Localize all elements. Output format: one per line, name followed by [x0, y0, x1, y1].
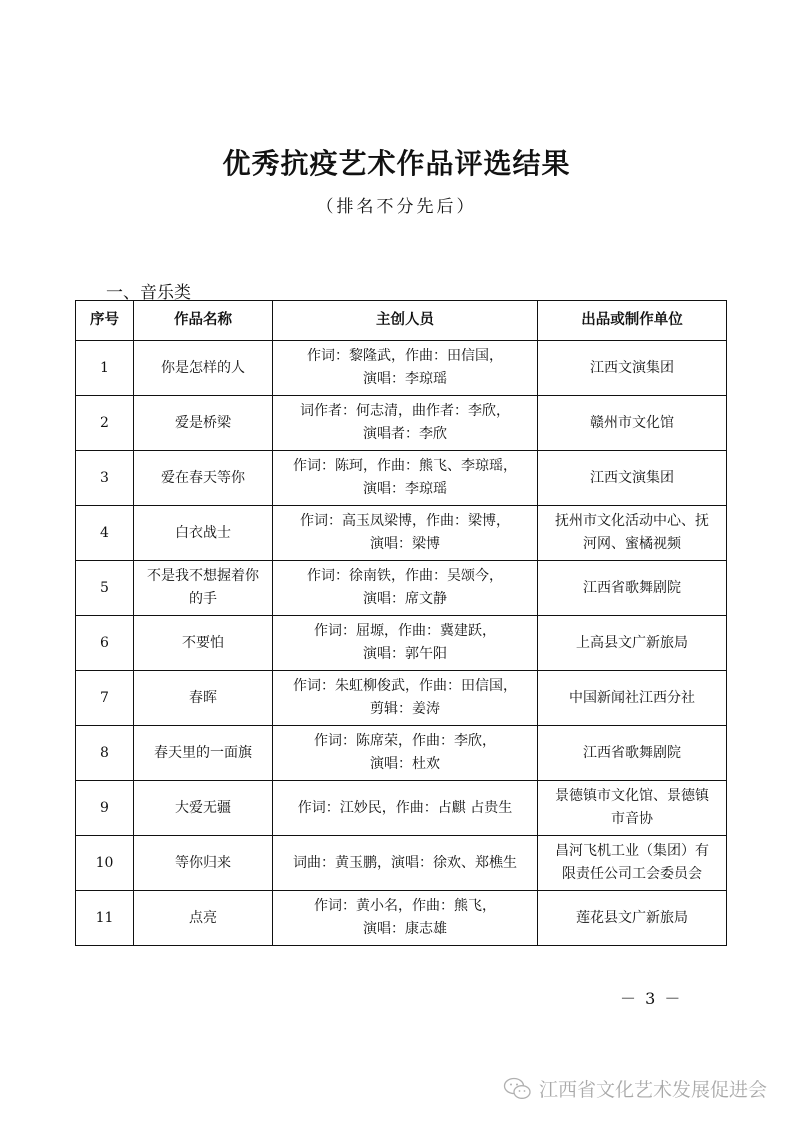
cell-crew	[273, 341, 538, 396]
cell-no	[76, 341, 134, 396]
cell-crew-text: 演唱：席文静	[363, 591, 447, 607]
table-row	[76, 616, 727, 671]
cell-name-text: 不要怕	[182, 634, 224, 651]
cell-crew	[273, 781, 538, 836]
cell-crew	[273, 616, 538, 671]
cell-unit-text: 限责任公司工会委员会	[562, 866, 702, 882]
cell-crew	[273, 451, 538, 506]
cell-unit-text: 上高县文广新旅局	[576, 634, 688, 651]
cell-unit	[538, 781, 727, 836]
section-heading: 一、音乐类	[106, 283, 191, 303]
cell-crew-text: 剪辑：姜涛	[370, 701, 440, 717]
cell-unit-text: 河网、蜜橘视频	[583, 536, 681, 552]
cell-name	[134, 671, 273, 726]
cell-crew-text: 演唱：李琼瑶	[363, 481, 447, 497]
cell-no-text: 3	[100, 469, 109, 486]
cell-no	[76, 891, 134, 946]
cell-unit-text: 抚州市文化活动中心、抚	[555, 513, 709, 529]
cell-crew-text: 词作者：何志清，曲作者：李欣，	[300, 403, 510, 419]
cell-no-text: 5	[100, 579, 109, 596]
page-number: － 3 －	[620, 989, 683, 1008]
cell-no-text: 1	[100, 359, 109, 376]
cell-crew-text: 作词：高玉凤梁博，作曲：梁博，	[300, 513, 510, 529]
cell-no-text: 8	[100, 744, 109, 761]
cell-name-text: 点亮	[189, 909, 217, 926]
cell-crew-text: 演唱：郭午阳	[363, 646, 447, 662]
watermark-text: 江西省文化艺术发展促进会	[539, 1079, 768, 1101]
cell-crew-text: 演唱：李琼瑶	[363, 371, 447, 387]
cell-crew-text: 作词：江妙民，作曲：占麒 占贵生	[297, 799, 513, 816]
cell-name	[134, 451, 273, 506]
cell-no	[76, 561, 134, 616]
table-row	[76, 726, 727, 781]
cell-name	[134, 616, 273, 671]
watermark	[503, 1075, 767, 1102]
header-unit: 出品或制作单位	[538, 301, 727, 341]
table-row	[76, 396, 727, 451]
cell-no-text: 9	[100, 799, 109, 816]
cell-crew	[273, 561, 538, 616]
results-table	[75, 300, 727, 946]
cell-unit	[538, 616, 727, 671]
cell-unit-text: 江西文演集团	[590, 359, 674, 376]
header-no: 序号	[76, 301, 134, 341]
cell-unit-text: 昌河飞机工业（集团）有	[555, 843, 709, 859]
cell-no-text: 10	[95, 854, 114, 871]
cell-unit-text: 江西省歌舞剧院	[583, 579, 681, 596]
cell-name	[134, 781, 273, 836]
cell-unit	[538, 671, 727, 726]
cell-crew-text: 作词：屈塬，作曲：冀建跃，	[314, 623, 496, 639]
cell-crew-text: 作词：黄小名，作曲：熊飞，	[314, 898, 496, 914]
cell-crew-text: 词曲：黄玉鹏，演唱：徐欢、郑樵生	[293, 854, 517, 871]
cell-crew	[273, 396, 538, 451]
cell-no	[76, 396, 134, 451]
cell-no-text: 11	[95, 909, 114, 926]
cell-crew	[273, 891, 538, 946]
table-row	[76, 671, 727, 726]
cell-crew-text: 演唱：梁博	[370, 536, 440, 552]
header-crew: 主创人员	[273, 301, 538, 341]
cell-unit-text: 江西文演集团	[590, 469, 674, 486]
cell-no-text: 4	[100, 524, 109, 541]
cell-no-text: 2	[100, 414, 109, 431]
cell-name-text: 大爱无疆	[175, 799, 231, 816]
cell-no	[76, 616, 134, 671]
cell-crew-text: 作词：徐南铁，作曲：吴颂今，	[307, 568, 503, 584]
cell-unit	[538, 726, 727, 781]
cell-unit-text: 赣州市文化馆	[590, 414, 674, 431]
cell-unit-text: 江西省歌舞剧院	[583, 744, 681, 761]
table-header-row	[76, 301, 727, 341]
cell-no	[76, 781, 134, 836]
cell-crew-text: 作词：陈席荣，作曲：李欣，	[314, 733, 496, 749]
page-title: 优秀抗疫艺术作品评选结果	[222, 147, 571, 180]
cell-unit	[538, 396, 727, 451]
cell-name-text: 等你归来	[175, 854, 231, 871]
cell-crew	[273, 671, 538, 726]
cell-crew	[273, 506, 538, 561]
cell-unit-text: 中国新闻社江西分社	[569, 689, 695, 706]
cell-no	[76, 506, 134, 561]
cell-crew	[273, 726, 538, 781]
wechat-icon	[503, 1077, 533, 1101]
cell-name	[134, 561, 273, 616]
cell-no-text: 7	[100, 689, 109, 706]
cell-name	[134, 396, 273, 451]
page-subtitle: （排名不分先后）	[316, 197, 477, 217]
table-row	[76, 506, 727, 561]
cell-name-text: 爱在春天等你	[161, 469, 245, 486]
cell-unit	[538, 561, 727, 616]
cell-unit-text: 景德镇市文化馆、景德镇	[555, 788, 709, 804]
cell-name-text: 春天里的一面旗	[154, 744, 252, 761]
cell-unit	[538, 891, 727, 946]
cell-crew-text: 作词：黎隆武，作曲：田信国，	[307, 348, 503, 364]
cell-name	[134, 891, 273, 946]
cell-name-text: 白衣战士	[175, 524, 231, 541]
cell-crew-text: 作词：陈珂，作曲：熊飞、李琼瑶，	[293, 458, 517, 474]
cell-name-text: 不是我不想握着你的手	[147, 568, 259, 607]
cell-name-text: 你是怎样的人	[161, 359, 245, 376]
cell-unit	[538, 836, 727, 891]
cell-unit	[538, 341, 727, 396]
cell-unit-text: 市音协	[611, 811, 653, 827]
cell-name	[134, 341, 273, 396]
cell-no-text: 6	[100, 634, 109, 651]
table-row	[76, 836, 727, 891]
cell-name-text: 春晖	[189, 689, 217, 706]
table-row	[76, 561, 727, 616]
cell-unit-text: 莲花县文广新旅局	[576, 909, 688, 926]
header-name: 作品名称	[134, 301, 273, 341]
cell-no	[76, 726, 134, 781]
table-row	[76, 341, 727, 396]
cell-unit	[538, 506, 727, 561]
cell-crew-text: 演唱：康志雄	[363, 921, 447, 937]
table-row	[76, 891, 727, 946]
cell-no	[76, 451, 134, 506]
cell-crew-text: 演唱者：李欣	[363, 426, 447, 442]
table-row	[76, 451, 727, 506]
cell-name	[134, 506, 273, 561]
cell-name	[134, 836, 273, 891]
cell-name-text: 爱是桥梁	[175, 414, 231, 431]
cell-crew	[273, 836, 538, 891]
cell-name	[134, 726, 273, 781]
cell-unit	[538, 451, 727, 506]
cell-no	[76, 836, 134, 891]
cell-crew-text: 作词：朱虹柳俊武，作曲：田信国，	[293, 678, 517, 694]
table-row	[76, 781, 727, 836]
cell-crew-text: 演唱：杜欢	[370, 756, 440, 772]
cell-no	[76, 671, 134, 726]
